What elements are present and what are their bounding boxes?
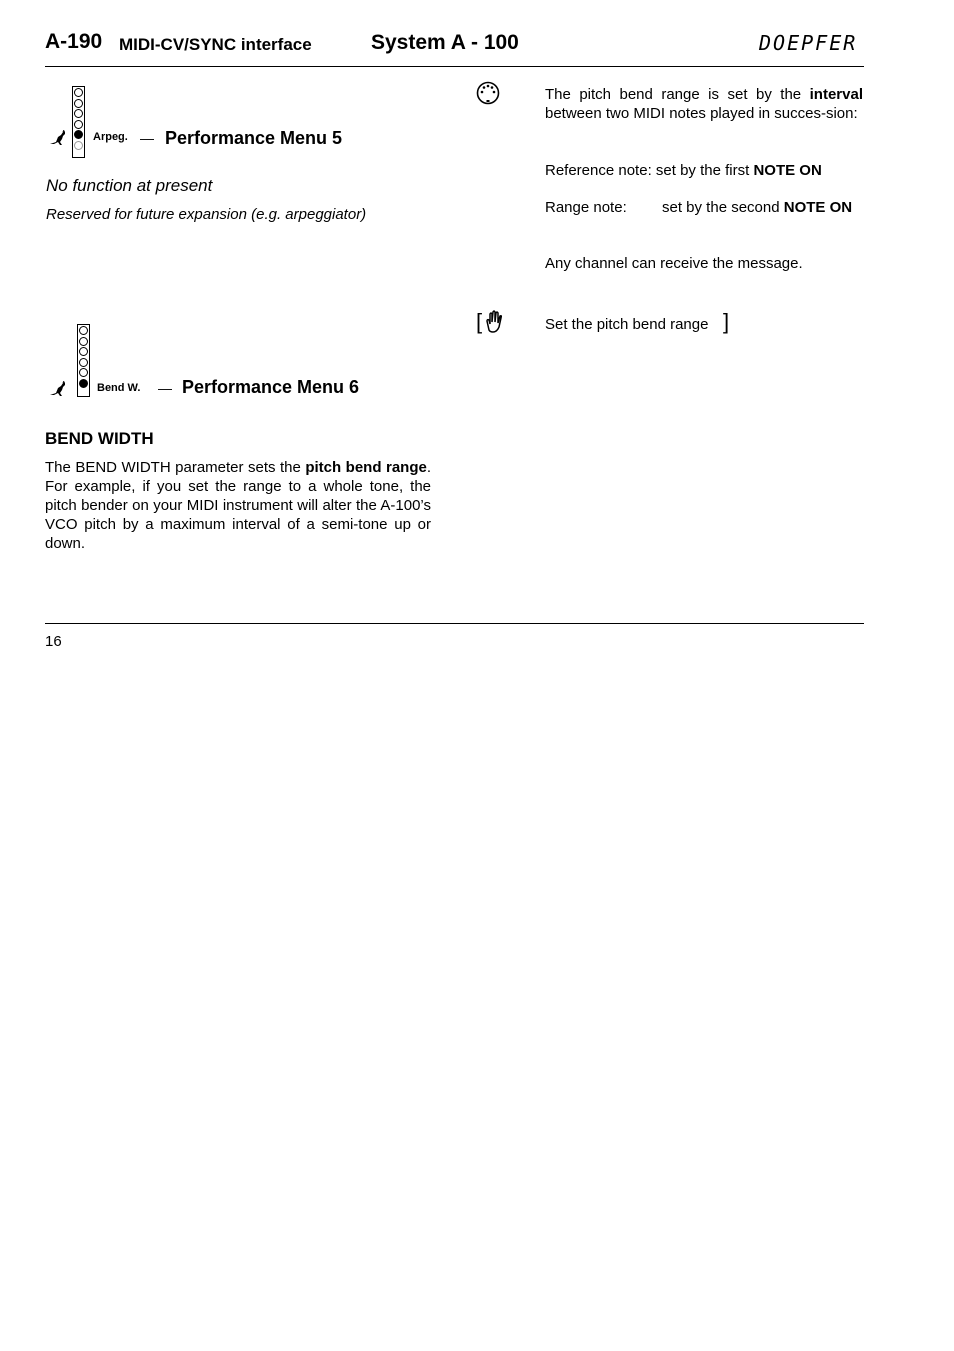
footer-rule xyxy=(45,623,864,624)
header-rule xyxy=(45,66,864,67)
bend-width-text-2: . For example, if you set the range to a whole tone, the pitch bender on your MIDI instrument will alter the A-100’s VCO pitch by a maximum interval of a semi-tone up or down. xyxy=(45,459,432,552)
doepfer-logo: DOEPFER xyxy=(759,31,858,55)
bend-width-heading: BEND WIDTH xyxy=(45,429,154,448)
no-function-text: No function at present xyxy=(46,176,213,195)
led-indicator xyxy=(79,368,88,377)
set-range-text: Set the pitch bend range xyxy=(545,316,709,333)
menu6-short-label: Bend W. xyxy=(97,382,141,394)
system-title: System A - 100 xyxy=(371,31,519,54)
led-indicator xyxy=(74,141,83,150)
menu5-dash: — xyxy=(140,130,154,146)
led-indicator-active xyxy=(79,379,88,388)
hand-close-bracket: ] xyxy=(723,309,730,334)
module-number: A-190 xyxy=(45,30,103,53)
menu5-title: Performance Menu 5 xyxy=(165,128,343,148)
range-note-label: Range note: xyxy=(545,199,627,216)
range-text: set by the second xyxy=(662,199,784,216)
led-indicator xyxy=(79,337,88,346)
led-column-menu5 xyxy=(74,88,83,151)
led-indicator xyxy=(79,358,88,367)
reference-bold: NOTE ON xyxy=(753,162,822,179)
hand-open-bracket: [ xyxy=(476,309,483,334)
menu5-short-label: Arpeg. xyxy=(93,131,128,143)
menu6-title: Performance Menu 6 xyxy=(182,377,360,397)
bend-width-text-bold: pitch bend range xyxy=(305,459,427,476)
bend-width-paragraph xyxy=(45,458,431,553)
led-indicator xyxy=(74,88,83,97)
pitch-text-bold: interval xyxy=(809,86,863,103)
bend-width-text-1: The BEND WIDTH parameter sets the xyxy=(45,459,306,476)
page-number: 16 xyxy=(45,633,62,650)
kangaroo-icon xyxy=(48,381,68,397)
module-subtitle: MIDI-CV/SYNC interface xyxy=(119,35,312,54)
led-indicator xyxy=(79,326,88,335)
pitch-bend-paragraph xyxy=(545,85,863,123)
reserved-text: Reserved for future expansion (e.g. arpeggiator) xyxy=(46,206,367,223)
midi-socket-icon xyxy=(476,81,500,105)
led-indicator xyxy=(74,99,83,108)
led-indicator xyxy=(74,109,83,118)
led-indicator xyxy=(79,347,88,356)
range-bold: NOTE ON xyxy=(783,199,853,216)
pitch-text-1: The pitch bend range is set by the xyxy=(545,86,810,103)
kangaroo-icon xyxy=(48,130,68,146)
reference-note-line xyxy=(545,161,822,180)
led-column-menu6 xyxy=(79,326,88,389)
led-indicator-active xyxy=(74,130,83,139)
pitch-text-2: between two MIDI notes played in succes-sion: xyxy=(545,105,858,122)
hand-icon xyxy=(484,310,506,334)
led-indicator xyxy=(74,120,83,129)
menu6-dash: — xyxy=(158,380,172,396)
range-note-text xyxy=(662,198,852,217)
any-channel-text: Any channel can receive the message. xyxy=(545,255,803,272)
reference-label: Reference note: set by the first xyxy=(545,162,754,179)
